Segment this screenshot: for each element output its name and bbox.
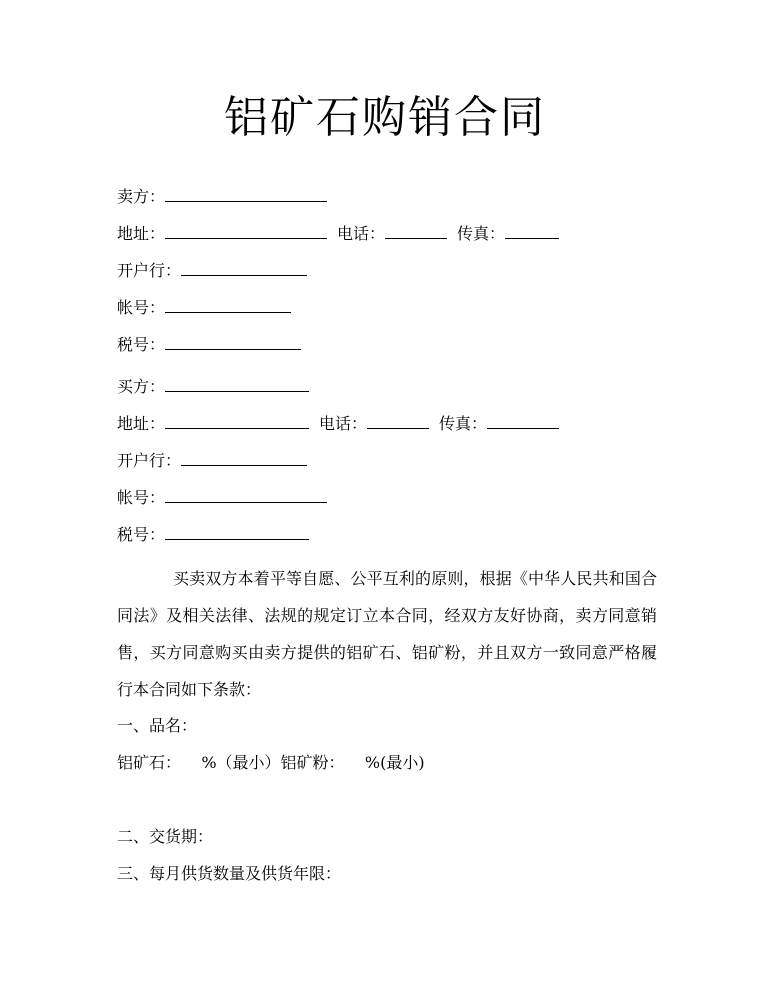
buyer-tax-row bbox=[117, 524, 309, 546]
section-product-heading: 一、品名： bbox=[117, 716, 198, 735]
section-quantity-heading: 三、每月供货数量及供货年限： bbox=[117, 864, 342, 883]
buyer-address-label: 地址： bbox=[117, 414, 166, 433]
buyer-name-blank bbox=[165, 376, 309, 392]
buyer-fax-label: 传真： bbox=[439, 414, 488, 433]
section-product-line: 铝矿石： %（最小）铝矿粉： %(最小) bbox=[117, 753, 425, 772]
seller-phone-label: 电话： bbox=[337, 224, 386, 243]
buyer-bank-blank bbox=[181, 450, 307, 466]
seller-name-row bbox=[117, 186, 327, 208]
seller-fax-blank bbox=[505, 223, 559, 239]
seller-bank-blank bbox=[181, 260, 307, 276]
section-delivery-heading: 二、交货期： bbox=[117, 827, 214, 846]
buyer-bank-row bbox=[117, 450, 307, 472]
buyer-account-blank bbox=[165, 487, 327, 503]
buyer-tax-blank bbox=[165, 524, 309, 540]
buyer-name-label: 买方： bbox=[117, 377, 166, 396]
buyer-tax-label: 税号： bbox=[117, 525, 166, 544]
buyer-account-label: 帐号： bbox=[117, 488, 166, 507]
document-title: 铝矿石购销合同 bbox=[224, 92, 546, 143]
seller-bank-label: 开户行： bbox=[117, 261, 182, 280]
buyer-bank-label: 开户行： bbox=[117, 451, 182, 470]
seller-account-row bbox=[117, 297, 291, 319]
seller-tax-row bbox=[117, 334, 301, 356]
buyer-fax-blank bbox=[487, 413, 559, 429]
buyer-account-row bbox=[117, 487, 327, 509]
buyer-phone-label: 电话： bbox=[319, 414, 368, 433]
buyer-phone-blank bbox=[367, 413, 429, 429]
buyer-address-blank bbox=[165, 413, 309, 429]
buyer-address-row bbox=[117, 413, 559, 435]
seller-address-blank bbox=[165, 223, 327, 239]
seller-account-label: 帐号： bbox=[117, 298, 166, 317]
seller-name-blank bbox=[165, 186, 327, 202]
preamble-paragraph: 买卖双方本着平等自愿、公平互利的原则，根据《中华人民共和国合同法》及相关法律、法规的规定订立本合同，经双方友好协商，卖方同意销售，买方同意购买由卖方提供的铝矿石、铝矿粉，并且双方一致同意严格履行本合同如下条款： bbox=[117, 569, 657, 699]
seller-account-blank bbox=[165, 297, 291, 313]
seller-address-row bbox=[117, 223, 559, 245]
buyer-name-row bbox=[117, 376, 309, 398]
seller-fax-label: 传真： bbox=[457, 224, 506, 243]
seller-tax-blank bbox=[165, 334, 301, 350]
seller-address-label: 地址： bbox=[117, 224, 166, 243]
seller-bank-row bbox=[117, 260, 307, 282]
seller-phone-blank bbox=[385, 223, 447, 239]
seller-tax-label: 税号： bbox=[117, 335, 166, 354]
seller-name-label: 卖方： bbox=[117, 187, 166, 206]
